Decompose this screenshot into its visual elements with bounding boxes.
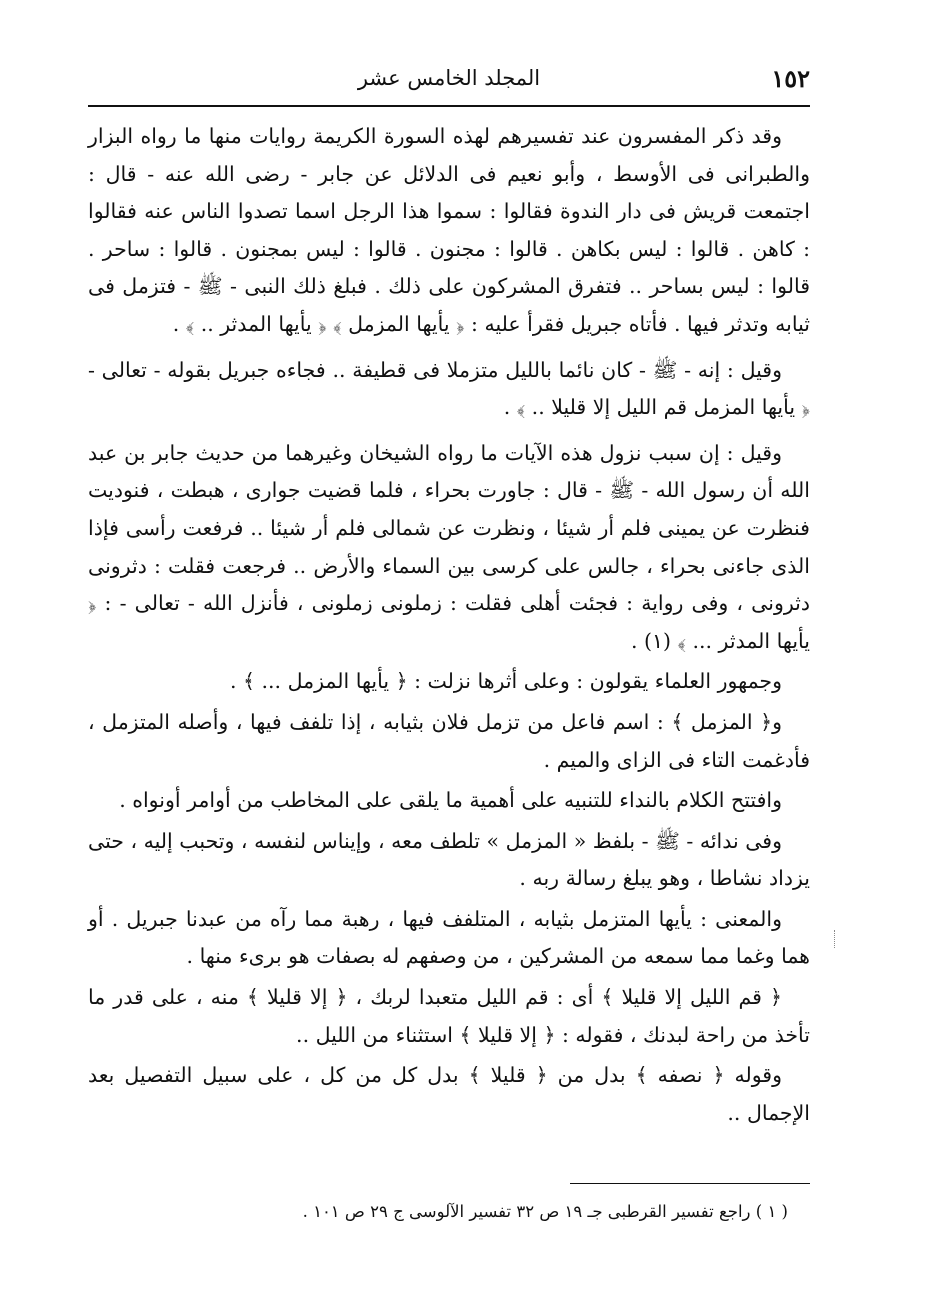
scan-artifact bbox=[834, 930, 836, 948]
running-title: المجلد الخامس عشر bbox=[357, 66, 541, 90]
footnote: ( ١ ) راجع تفسير القرطبى جـ ١٩ ص ٣٢ تفسير الآلوسى ج ٢٩ ص ١٠١ . bbox=[302, 1202, 788, 1221]
page-number: ١٥٢ bbox=[771, 64, 810, 93]
paragraph-8: والمعنى : يأيها المتزمل بثيابه ، المتلفف فيها ، رهبة مما رآه من عبدنا جبريل . أو هما وغما مما سمعه من المشركين ، من وصفهم له بصفات هو برىء منها . bbox=[88, 906, 810, 969]
footnote-divider bbox=[570, 1183, 810, 1184]
paragraph-6: وافتتح الكلام بالنداء للتنبيه على أهمية ما يلقى على المخاطب من أوامر أونواه . bbox=[119, 788, 782, 813]
paragraph-10: وقوله ﴿ نصفه ﴾ بدل من ﴿ قليلا ﴾ بدل كل من كل ، على سبيل التفصيل بعد الإجمال .. bbox=[88, 1063, 810, 1125]
main-text bbox=[88, 118, 810, 1135]
page-header bbox=[88, 58, 810, 102]
paragraph-9: ﴿ قم الليل إلا قليلا ﴾ أى : قم الليل متعبدا لربك ، ﴿ إلا قليلا ﴾ منه ، على قدر ما تأخذ من راحة لبدنك ، فقوله : ﴿ إلا قليلا ﴾ استثناء من الليل .. bbox=[88, 985, 810, 1047]
paragraph-5: و﴿ المزمل ﴾ : اسم فاعل من تزمل فلان بثيابه ، إذا تلفف فيها ، وأصله المتزمل ، فأدغمت التاء فى الزاى والميم . bbox=[88, 709, 810, 772]
paragraph-4: وجمهور العلماء يقولون : وعلى أثرها نزلت : ﴿ يأيها المزمل ... ﴾ . bbox=[229, 669, 782, 694]
paragraph-2: وقيل : إنه - ﷺ - كان نائما بالليل متزملا فى قطيفة .. فجاءه جبريل بقوله - تعالى - ﴿ يأيها المزمل قم الليل إلا قليلا .. ﴾ . bbox=[88, 357, 810, 420]
header-divider bbox=[88, 105, 810, 107]
paragraph-3: وقيل : إن سبب نزول هذه الآيات ما رواه الشيخان وغيرهما من حديث جابر بن عبد الله أن رسول الله - ﷺ - قال : جاورت بحراء ، فلما قضيت جوارى ، هبطت ، فنوديت فنظرت عن يمينى فلم أر شيئا ، ونظرت عن شمالى فلم أر شيئا .. فرفعت رأسى فإذا الذى جاءنى بحراء ، جالس على كرسى بين السماء والأرض .. فرجعت فقلت : دثرونى دثرونى ، وفى رواية : فجئت أهلى فقلت : زملونى زملونى ، فأنزل الله - تعالى - : ﴿ يأيها المدثر ... ﴾ (١) . bbox=[88, 440, 810, 653]
paragraph-7: وفى ندائه - ﷺ - بلفظ « المزمل » تلطف معه ، وإيناس لنفسه ، وتحبب إليه ، حتى يزداد نشاطا ، وهو يبلغ رسالة ربه . bbox=[88, 828, 810, 891]
paragraph-1: وقد ذكر المفسرون عند تفسيرهم لهذه السورة الكريمة روايات منها ما رواه البزار والطبرانى فى الأوسط ، وأبو نعيم فى الدلائل عن جابر - رضى الله عنه - قال : اجتمعت قريش فى دار الندوة فقالوا : سموا هذا الرجل اسما تصدوا الناس عنه فقالوا : كاهن . قالوا : ليس بكاهن . قالوا : مجنون . قالوا : ليس بمجنون . قالوا : ساحر . قالوا : ليس بساحر .. فتفرق المشركون على ذلك . فبلغ ذلك النبى - ﷺ - فتزمل فى ثيابه وتدثر فيها . فأتاه جبريل فقرأ عليه : ﴿ يأيها المزمل ﴾ ﴿ يأيها المدثر .. ﴾ . bbox=[88, 124, 810, 336]
